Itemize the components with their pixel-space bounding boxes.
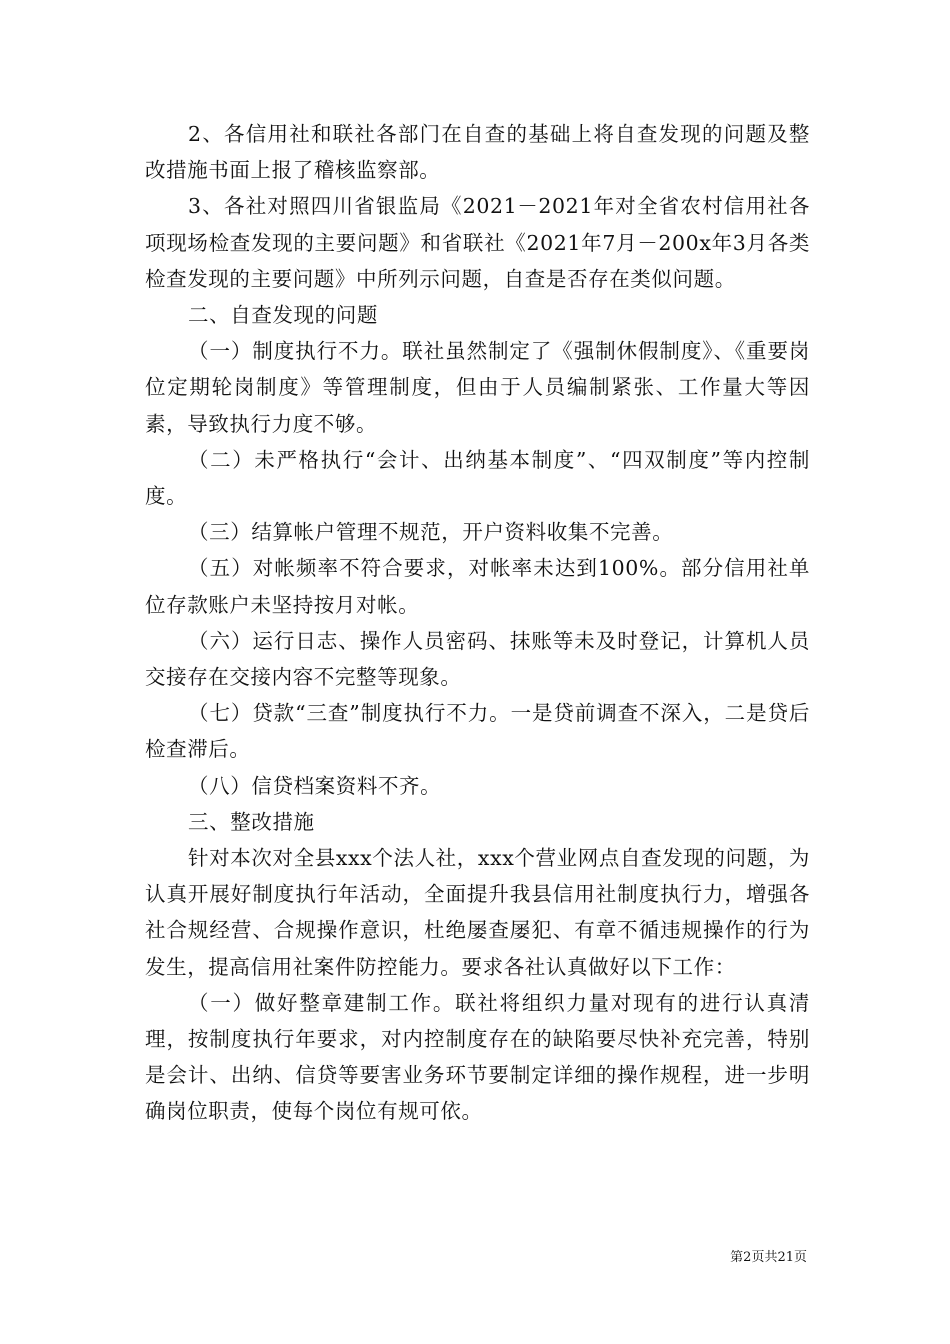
paragraph: （八）信贷档案资料不齐。 <box>188 773 442 798</box>
paragraph: （五）对帐频率不符合要求，对帐率未达到100%。部分信用社单位存款账户未坚持按月对帐。 <box>145 556 810 617</box>
paragraph: （六）运行日志、操作人员密码、抹账等未及时登记，计算机人员交接存在交接内容不完整等现象。 <box>145 628 810 690</box>
paragraph: 2、各信用社和联社各部门在自查的基础上将自查发现的问题及整改措施书面上报了稽核监察部。 <box>145 122 810 183</box>
paragraph: 针对本次对全县xxx个法人社，xxx个营业网点自查发现的问题，为认真开展好制度执行年活动，全面提升我县信用社制度执行力，增强各社合规经营、合规操作意识，杜绝屡查屡犯、有章不循违规操作的行为发生，提高信用社案件防控能力。要求各社认真做好以下工作： <box>145 846 810 979</box>
page-number: 第2页共21页 <box>730 1250 807 1265</box>
paragraph: （三）结算帐户管理不规范，开户资料收集不完善。 <box>188 520 674 545</box>
paragraph: （一）制度执行不力。联社虽然制定了《强制休假制度》、《重要岗位定期轮岗制度》等管理制度，但由于人员编制紧张、工作量大等因素，导致执行力度不够。 <box>145 339 810 436</box>
paragraph: （一）做好整章建制工作。联社将组织力量对现有的进行认真清理，按制度执行年要求，对内控制度存在的缺陷要尽快补充完善，特别是会计、出纳、信贷等要害业务环节要制定详细的操作规程，进一步明确岗位职责，使每个岗位有规可依。 <box>145 990 810 1124</box>
paragraph: （二）未严格执行“会计、出纳基本制度”、“四双制度”等内控制度。 <box>145 447 810 509</box>
section-heading: 三、整改措施 <box>188 809 315 834</box>
paragraph: 3、各社对照四川省银监局《2021－2021年对全省农村信用社各项现场检查发现的主要问题》和省联社《2021年7月－200x年3月各类检查发现的主要问题》中所列示问题，自查是否存在类似问题。 <box>145 194 810 291</box>
document-body <box>145 116 810 1130</box>
paragraph: （七）贷款“三查”制度执行不力。一是贷前调查不深入，二是贷后检查滞后。 <box>145 701 810 762</box>
section-heading: 二、自查发现的问题 <box>188 303 378 328</box>
